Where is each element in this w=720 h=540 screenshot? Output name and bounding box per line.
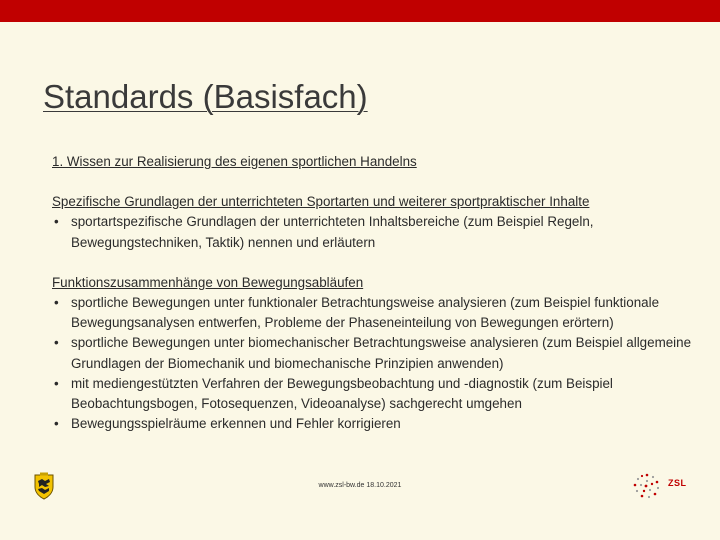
slide-title: Standards (Basisfach) xyxy=(43,78,368,115)
bullet-icon: • xyxy=(54,335,59,351)
bullet-text: sportliche Bewegungen unter biomechanischer Betrachtungsweise analysieren (zum Beispiel allgemeine Grundlagen der Biomechanik und biomechanische Prinzipien anwenden) xyxy=(71,335,692,371)
spacer xyxy=(52,172,692,192)
block2-item xyxy=(52,374,692,414)
block2-item xyxy=(52,333,692,373)
slide-body xyxy=(52,152,692,434)
bullet-icon: • xyxy=(54,295,59,311)
zsl-logo-text: ZSL xyxy=(668,478,687,488)
zsl-dot-logo-icon xyxy=(632,472,662,500)
bullet-icon: • xyxy=(54,214,59,230)
block2-item xyxy=(52,414,692,434)
bullet-text: mit mediengestützten Verfahren der Bewegungsbeobachtung und -diagnostik (zum Beispiel Beobachtungsbogen, Fotosequenzen, Videoanalyse) sachgerecht umgehen xyxy=(71,375,613,412)
spacer xyxy=(52,253,692,273)
section-heading: 1. Wissen zur Realisierung des eigenen sportlichen Handelns xyxy=(52,154,417,169)
block2-heading: Funktionszusammenhänge von Bewegungsabläufen xyxy=(52,274,364,290)
bullet-text: Bewegungsspielräume erkennen und Fehler korrigieren xyxy=(71,416,401,432)
bullet-text: sportliche Bewegungen unter funktionaler Betrachtungsweise analysieren (zum Beispiel funktionale Bewegungsanalysen entwerfen, Probleme der Phaseneinteilung von Bewegungen erörtern) xyxy=(71,295,660,331)
top-accent-bar xyxy=(0,0,720,22)
block1-heading: Spezifische Grundlagen der unterrichteten Sportarten und weiterer sportpraktischer Inhalte xyxy=(52,194,590,210)
block2-item xyxy=(52,293,692,333)
bullet-text: sportartspezifische Grundlagen der unterrichteten Inhaltsbereiche (zum Beispiel Regeln, Bewegungstechniken, Taktik) nennen und erläutern xyxy=(71,214,594,250)
footer-url: www.zsl-bw.de 18.10.2021 xyxy=(318,482,402,489)
bullet-icon: • xyxy=(54,416,59,432)
bullet-icon: • xyxy=(54,375,59,391)
block1-item xyxy=(52,212,692,252)
slide-footer xyxy=(0,470,720,504)
